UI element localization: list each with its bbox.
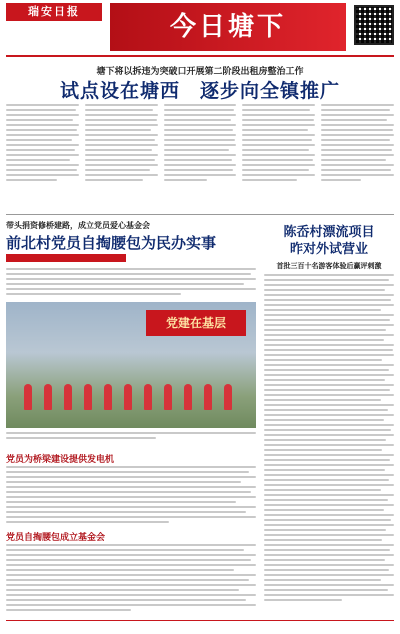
right-article-header bbox=[264, 224, 394, 271]
right-headline-2: 昨对外试营业 bbox=[289, 242, 368, 257]
lead-headline: 试点设在塘西 逐步向全镇推广 bbox=[59, 80, 340, 102]
right-subheadline: 首批三百十名游客体验后赢评刺激 bbox=[276, 262, 382, 270]
page-footer bbox=[6, 620, 394, 632]
section2-kicker: 带头捐资修桥建路，成立党员爱心基金会 bbox=[6, 221, 150, 230]
right-article-body bbox=[264, 274, 394, 614]
right-headline-1: 陈岙村漂流项目 bbox=[283, 225, 375, 240]
section2-headline: 前北村党员自掏腰包为民办实事 bbox=[6, 234, 217, 252]
subhead-fund-body bbox=[6, 544, 256, 616]
section2-byline bbox=[6, 254, 126, 262]
article-column bbox=[321, 104, 394, 208]
subhead-generator: 党员为桥梁建设提供发电机 bbox=[6, 455, 115, 465]
photo-caption bbox=[6, 432, 256, 448]
article-column bbox=[6, 104, 79, 208]
section-banner bbox=[110, 3, 346, 51]
article-column bbox=[164, 104, 237, 208]
lead-article-body bbox=[6, 104, 394, 208]
lead-kicker: 塘下将以拆违为突破口开展第二阶段出租房整治工作 bbox=[96, 67, 304, 77]
subhead-fund: 党员自掏腰包成立基金会 bbox=[6, 533, 106, 543]
subhead-generator-body bbox=[6, 466, 256, 526]
masthead-rule bbox=[6, 55, 394, 57]
section2-lede bbox=[6, 268, 256, 298]
section-divider bbox=[6, 214, 394, 215]
news-photo bbox=[6, 302, 256, 428]
article-column bbox=[242, 104, 315, 208]
article-column bbox=[85, 104, 158, 208]
masthead bbox=[6, 3, 394, 53]
qr-code-icon bbox=[354, 5, 394, 45]
section-title: 今日塘下 bbox=[169, 12, 286, 42]
paper-name-logo: 瑞安日报 bbox=[6, 3, 102, 21]
photo-sign: 党建在基层 bbox=[146, 310, 246, 336]
